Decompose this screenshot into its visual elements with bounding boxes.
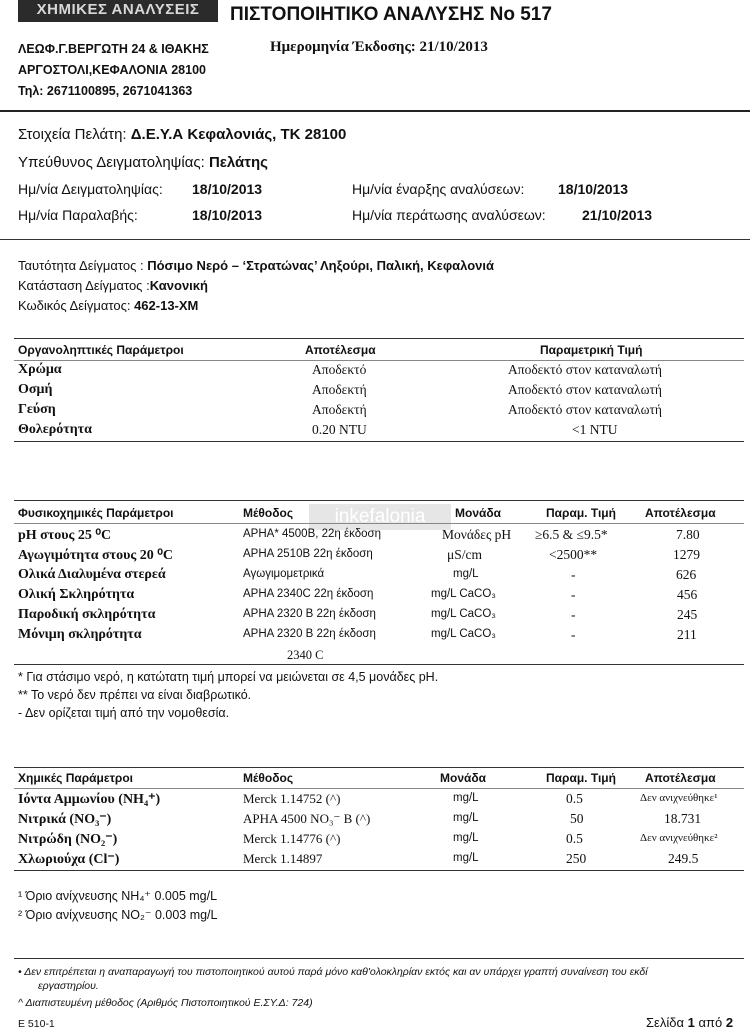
organoleptic-limit: <1 NTU [572,422,618,437]
client-divider [0,239,750,240]
physchem-limit: ≥6.5 & ≤9.5* [535,527,608,542]
chem-header-param: Χημικές Παράμετροι [18,771,134,785]
chem-header-unit: Μονάδα [440,771,487,785]
page-current: 1 [687,1015,695,1030]
chem-unit: mg/L [453,852,479,864]
watermark: inkefalonia [309,504,451,530]
physchem-result: 456 [677,587,698,602]
physchem-param: Ολική Σκληρότητα [18,587,135,602]
page-number [646,1015,733,1030]
chem-top-rule [14,767,744,768]
footer-rule [14,958,744,959]
lab-phone: Τηλ: 2671100895, 2671041363 [18,84,193,98]
physchem-param: Αγωγιμότητα στους 20 ⁰C [18,548,173,563]
sampler-value: Πελάτης [208,154,268,171]
chem-result: Δεν ανιχνεύθηκε² [640,832,718,844]
physchem-method: APHA* 4500B, 22η έκδοση [243,528,382,540]
chem-unit: mg/L [453,792,479,804]
note-star: * Για στάσιμο νερό, η κατώτατη τιμή μπορεί να μειώνεται σε 4,5 μονάδες pH. [18,670,439,684]
physchem-method: Αγωγιμομετρικά [243,568,325,580]
physchem-header-result: Αποτέλεσμα [645,506,716,520]
chem-limit: 250 [566,851,587,866]
physchem-unit: Μονάδες pH [442,527,512,542]
chem-header-method: Μέθοδος [243,771,294,785]
analysis-end-value: 21/10/2013 [582,207,653,223]
analysis-start-label: Ημ/νία έναρξης αναλύσεων: [352,181,525,197]
organoleptic-param: Χρώμα [18,362,62,377]
sample-code-line [18,298,198,313]
chem-bottom-rule [14,870,744,871]
physchem-method: APHA 2510B 22η έκδοση [243,548,373,560]
organoleptic-bottom-rule [14,441,744,442]
physchem-header-unit: Μονάδα [455,506,502,520]
chem-header-limit: Παραμ. Τιμή [546,771,616,785]
physchem-param: Ολικά Διαλυμένα στερεά [18,567,166,582]
organoleptic-limit: Αποδεκτό στον καταναλωτή [508,362,662,377]
chem-result: 18.731 [664,811,702,826]
sample-identity-label: Ταυτότητα Δείγματος : [18,258,144,273]
physchem-limit: <2500** [549,547,598,562]
chem-param: Νιτρικά (NO₃⁻) [18,812,112,827]
organoleptic-header-param: Οργανοληπτικές Παράμετροι [18,343,184,357]
physchem-limit: - [571,627,576,642]
chem-param: Χλωριούχα (Cl⁻) [18,852,120,867]
sampling-date-label: Ημ/νία Δειγματοληψίας: [18,181,163,197]
physchem-result: 626 [676,567,697,582]
chem-method: Merck 1.14752 (^) [243,791,341,806]
organoleptic-header-result: Αποτέλεσμα [305,343,376,357]
physchem-limit: - [571,567,576,582]
lab-address-line1: ΛΕΩΦ.Γ.ΒΕΡΓΩΤΗ 24 & ΙΘΑΚΗΣ [18,42,209,56]
organoleptic-result: 0.20 NTU [312,422,367,437]
organoleptic-limit: Αποδεκτό στον καταναλωτή [508,382,662,397]
sample-code-value: 462-13-ΧΜ [134,298,199,313]
organoleptic-result: Αποδεκτή [312,382,367,397]
chem-unit: mg/L [453,812,479,824]
note-double-star: ** Το νερό δεν πρέπει να είναι διαβρωτικό. [18,688,252,702]
lab-address-line2: ΑΡΓΟΣΤΟΛΙ,ΚΕΦΑΛΟΝΙΑ 28100 [18,63,206,77]
physchem-param: Παροδική σκληρότητα [18,607,156,622]
sample-state-line [18,278,208,293]
detection-limit-no2: ² Όριο ανίχνευσης NO₂⁻ 0.003 mg/L [18,908,218,922]
physchem-unit: mg/L [453,568,479,580]
physchem-limit: - [571,587,576,602]
chem-header-result: Αποτέλεσμα [645,771,716,785]
page-total: 2 [725,1015,734,1030]
sample-code-label: Κωδικός Δείγματος: [18,298,131,313]
organoleptic-result: Αποδεκτό [312,362,367,377]
physchem-extra-method: 2340 C [287,648,324,662]
physchem-result: 245 [677,607,698,622]
physchem-header-limit: Παραμ. Τιμή [546,506,616,520]
organoleptic-param: Οσμή [18,382,53,397]
physchem-result: 211 [677,627,697,642]
client-line [18,126,346,143]
physchem-method: APHA 2320 B 22η έκδοση [243,628,376,640]
physchem-header-method: Μέθοδος [243,506,294,520]
receipt-date-label: Ημ/νία Παραλαβής: [18,207,138,223]
certificate-title: ΠΙΣΤΟΠΟΙΗΤΙΚΟ ΑΝΑΛΥΣΗΣ No 517 [230,4,552,25]
chem-param: Νιτρώδη (NO₂⁻) [18,832,118,847]
physchem-unit: mg/L CaCO₃ [431,628,496,640]
physchem-bottom-rule [14,664,744,665]
physchem-unit: μS/cm [447,547,482,562]
physchem-method: APHA 2320 B 22η έκδοση [243,608,376,620]
receipt-date-value: 18/10/2013 [192,207,263,223]
chem-result: 249.5 [668,851,699,866]
physchem-result: 7.80 [676,527,700,542]
chem-method: APHA 4500 NO₃⁻ B (^) [243,811,371,826]
sampling-date-value: 18/10/2013 [192,181,263,197]
client-value: Δ.Ε.Υ.Α Κεφαλονιάς, ΤΚ 28100 [130,126,347,143]
physchem-result: 1279 [673,547,700,562]
detection-limit-nh4: ¹ Όριο ανίχνευσης NH₄⁺ 0.005 mg/L [18,889,218,903]
sample-identity-value: Πόσιμο Νερό – ‘Στρατώνας’ Ληξούρι, Παλική, Κεφαλονιά [147,258,494,273]
physchem-unit: mg/L CaCO₃ [431,608,496,620]
client-label: Στοιχεία Πελάτη: [18,126,127,143]
physchem-top-rule [14,500,744,501]
sampler-label: Υπεύθυνος Δειγματοληψίας: [18,154,205,171]
chem-result: Δεν ανιχνεύθηκε¹ [640,792,718,804]
note-dash: - Δεν ορίζεται τιμή από την νομοθεσία. [18,706,230,720]
sampler-line [18,154,268,171]
chem-limit: 50 [570,811,584,826]
sample-state-label: Κατάσταση Δείγματος : [18,278,150,293]
chem-param: Ιόντα Αμμωνίου (NH₄⁺) [18,792,161,807]
organoleptic-header-rule [14,360,744,361]
chem-unit: mg/L [453,832,479,844]
physchem-param: Μόνιμη σκληρότητα [18,627,142,642]
physchem-limit: - [571,607,576,622]
physchem-method: APHA 2340C 22η έκδοση [243,588,374,600]
sample-state-value: Κανονική [149,278,208,293]
physchem-header-param: Φυσικοχημικές Παράμετροι [18,506,174,520]
physchem-param: pH στους 25 ⁰C [18,528,112,543]
chem-header-rule [14,788,744,789]
chem-method: Merck 1.14897 [243,851,323,866]
organoleptic-top-rule [14,338,744,339]
physchem-unit: mg/L CaCO₃ [431,588,496,600]
accredited-note: ^ Διαπιστευμένη μέθοδος (Αριθμός Πιστοποιητικού Ε.ΣΥ.Δ: 724) [18,997,313,1009]
organoleptic-param: Γεύση [18,402,56,417]
lab-logo: ΧΗΜΙΚΕΣ ΑΝΑΛΥΣΕΙΣ [18,0,218,22]
reproduction-note-cont: εργαστηρίου. [38,980,99,992]
physchem-header-rule [14,523,744,524]
sample-identity-line [18,258,494,273]
page-sep: από [698,1015,723,1030]
reproduction-note: • Δεν επιτρέπεται η αναπαραγωγή του πιστοποιητικού αυτού παρά μόνο καθ'ολοκληρίαν εκτός και αν υπάρχει γραπτή συναίνεση του εκδί [18,966,648,978]
header-divider [0,110,750,112]
organoleptic-result: Αποδεκτή [312,402,367,417]
analysis-start-value: 18/10/2013 [558,181,629,197]
analysis-end-label: Ημ/νία περάτωσης αναλύσεων: [352,207,546,223]
issue-date: Ημερομηνία Έκδοσης: 21/10/2013 [270,39,488,55]
chem-limit: 0.5 [566,791,583,806]
chem-limit: 0.5 [566,831,583,846]
page-label: Σελίδα [646,1015,684,1030]
organoleptic-header-paramvalue: Παραμετρική Τιμή [540,343,643,357]
form-code: E 510-1 [18,1018,55,1030]
organoleptic-limit: Αποδεκτό στον καταναλωτή [508,402,662,417]
chem-method: Merck 1.14776 (^) [243,831,341,846]
organoleptic-param: Θολερότητα [18,422,92,437]
